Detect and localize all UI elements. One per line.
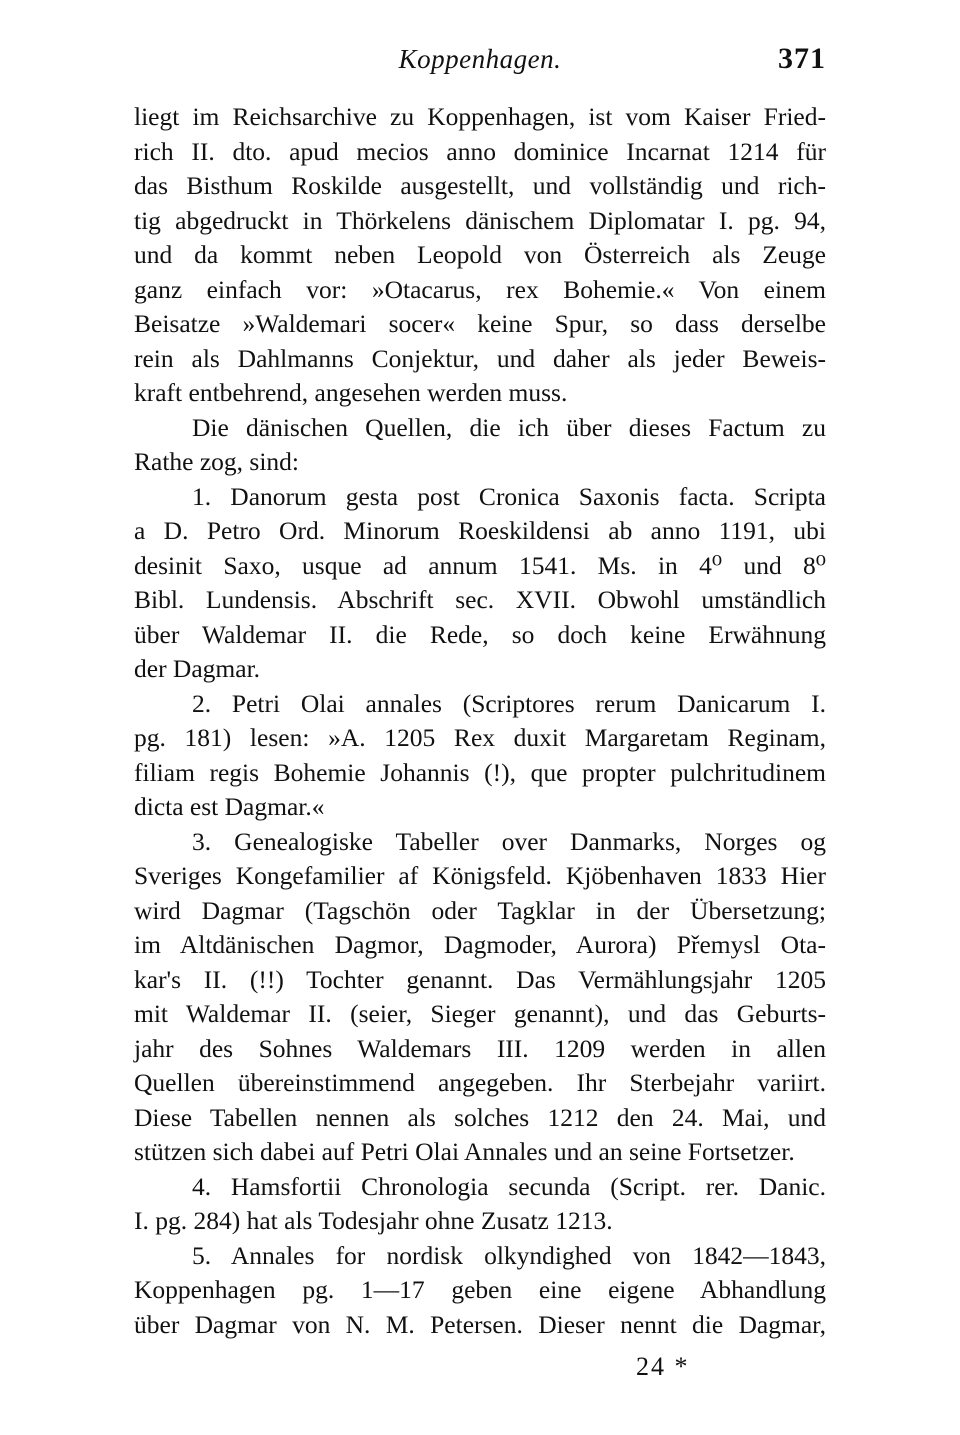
page-number: 371	[778, 42, 826, 75]
text-line: dicta est Dagmar.«	[134, 792, 325, 821]
list-item-4-start: 4. Hamsfortii Chronologia secunda (Script. rer. Danic.	[192, 1171, 826, 1201]
text-line: über Waldemar II. die Rede, so doch keine Erwähnung	[134, 619, 826, 649]
text-line: über Dagmar von N. M. Petersen. Dieser nennt die Dagmar,	[134, 1309, 826, 1339]
text-line: I. pg. 284) hat als Todesjahr ohne Zusatz 1213.	[134, 1206, 613, 1235]
text-line: tig abgedruckt in Thörkelens dänischem Diplomatar I. pg. 94,	[134, 205, 826, 235]
text-line: desinit Saxo, usque ad annum 1541. Ms. in 4⁰ und 8⁰	[134, 550, 826, 580]
text-line: das Bisthum Roskilde ausgestellt, und vollständig und rich-	[134, 171, 826, 200]
text-line: Diese Tabellen nennen als solches 1212 den 24. Mai, und	[134, 1102, 826, 1132]
text-line: jahr des Sohnes Waldemars III. 1209 werden in allen	[134, 1033, 826, 1063]
list-item-1-start: 1. Danorum gesta post Cronica Saxonis facta. Scripta	[192, 481, 826, 511]
running-title: Koppenhagen.	[398, 44, 562, 74]
text-line: wird Dagmar (Tagschön oder Tagklar in der Übersetzung;	[134, 895, 826, 925]
text-line: liegt im Reichsarchive zu Koppenhagen, ist vom Kaiser Fried-	[134, 102, 826, 131]
paragraph-start-line: Die dänischen Quellen, die ich über dieses Factum zu	[192, 412, 826, 442]
signature-mark: 24 *	[636, 1352, 690, 1381]
list-item-3-start: 3. Genealogiske Tabeller over Danmarks, Norges og	[192, 826, 826, 856]
text-line: und da kommt neben Leopold von Österreich als Zeuge	[134, 240, 826, 269]
text-line: Koppenhagen pg. 1—17 geben eine eigene Abhandlung	[134, 1275, 826, 1304]
text-line: Bibl. Lundensis. Abschrift sec. XVII. Obwohl umständlich	[134, 585, 826, 614]
text-line: kar's II. (!!) Tochter genannt. Das Vermählungsjahr 1205	[134, 964, 826, 994]
text-line: ganz einfach vor: »Otacarus, rex Bohemie.« Von einem	[134, 274, 826, 304]
text-line: pg. 181) lesen: »A. 1205 Rex duxit Margaretam Reginam,	[134, 723, 826, 752]
text-line: rein als Dahlmanns Conjektur, und daher als jeder Beweis-	[134, 343, 826, 373]
text-line: der Dagmar.	[134, 654, 261, 683]
text-line: mit Waldemar II. (seier, Sieger genannt), und das Geburts-	[134, 999, 826, 1028]
text-line: a D. Petro Ord. Minorum Roeskildensi ab anno 1191, ubi	[134, 516, 826, 545]
text-line: stützen sich dabei auf Petri Olai Annales und an seine Fortsetzer.	[134, 1137, 795, 1166]
text-line: filiam regis Bohemie Johannis (!), que propter pulchritudinem	[134, 757, 826, 787]
text-line: im Altdänischen Dagmor, Dagmoder, Aurora) Přemysl Ota-	[134, 930, 826, 959]
body-text	[134, 100, 826, 1342]
list-item-2-start: 2. Petri Olai annales (Scriptores rerum Danicarum I.	[192, 688, 826, 718]
running-header	[134, 44, 826, 84]
list-item-5-start: 5. Annales for nordisk olkyndighed von 1842—1843,	[192, 1240, 826, 1270]
text-line: Beisatze »Waldemari socer« keine Spur, so dass derselbe	[134, 309, 826, 338]
text-line: kraft entbehrend, angesehen werden muss.	[134, 378, 568, 407]
text-line: Quellen übereinstimmend angegeben. Ihr Sterbejahr variirt.	[134, 1068, 826, 1097]
text-line: Sveriges Kongefamilier af Königsfeld. Kjöbenhaven 1833 Hier	[134, 861, 826, 890]
text-line: Rathe zog, sind:	[134, 447, 300, 476]
text-line: rich II. dto. apud mecios anno dominice Incarnat 1214 für	[134, 136, 826, 166]
